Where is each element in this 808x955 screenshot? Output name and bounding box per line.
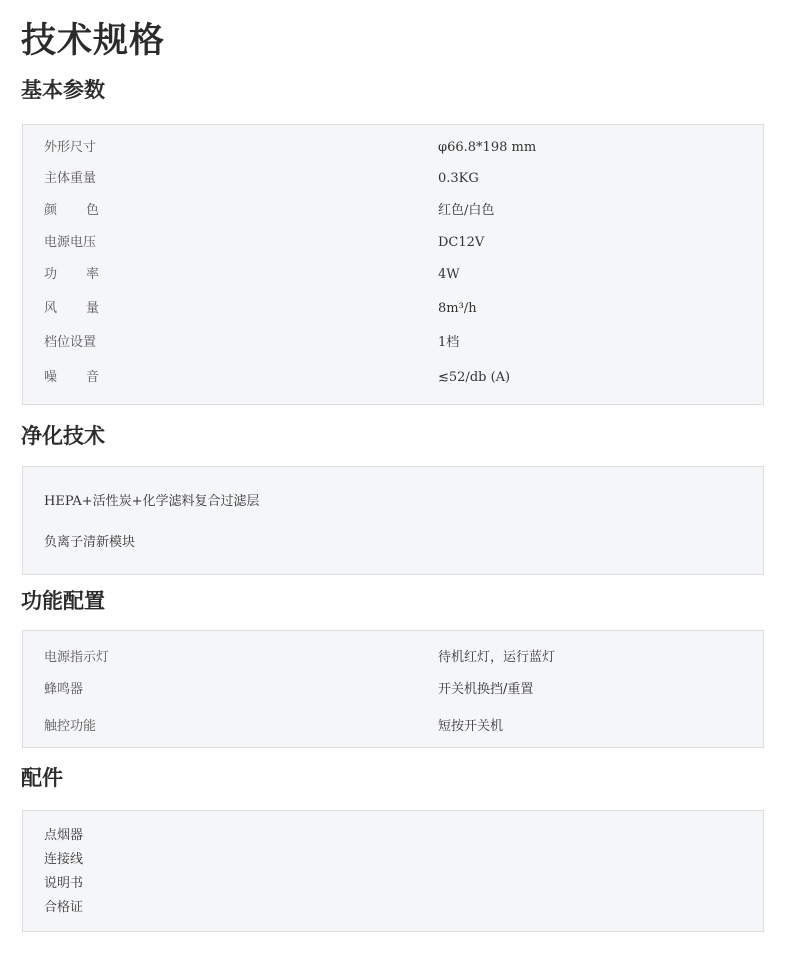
- list-item: 负离子清新模块: [44, 535, 136, 550]
- row-label: 档位设置: [44, 335, 97, 350]
- table-row: [23, 716, 763, 738]
- row-label: 主体重量: [44, 171, 97, 186]
- table-row: [23, 332, 763, 354]
- row-label: 功率: [44, 267, 129, 282]
- row-label: 风量: [44, 301, 129, 316]
- table-row: [23, 137, 763, 159]
- basic-params-table: [22, 124, 764, 405]
- list-item: 点烟器: [44, 828, 84, 843]
- row-label: 电源指示灯: [44, 650, 110, 665]
- row-value: 开关机换挡/重置: [438, 682, 534, 697]
- row-label: 颜色: [44, 203, 129, 218]
- section-heading-basic: 基本参数: [21, 78, 105, 102]
- table-row: [23, 168, 763, 190]
- accessories-box: [22, 810, 764, 932]
- row-value: 8m³/h: [438, 301, 477, 316]
- row-value: 0.3KG: [438, 171, 479, 186]
- table-row: [23, 232, 763, 254]
- table-row: [23, 647, 763, 669]
- features-table: [22, 630, 764, 748]
- row-label: 外形尺寸: [44, 140, 97, 155]
- row-value: 1档: [438, 335, 460, 350]
- row-value: 红色/白色: [438, 203, 495, 218]
- table-row: [23, 367, 763, 389]
- purify-box: [22, 466, 764, 575]
- list-item: 合格证: [44, 900, 84, 915]
- section-heading-accessories: 配件: [21, 766, 63, 790]
- row-value: φ66.8*198 mm: [438, 140, 537, 155]
- row-value: 短按开关机: [438, 719, 504, 734]
- row-label: 噪音: [44, 370, 129, 385]
- page-title: 技术规格: [21, 21, 166, 61]
- list-item: 连接线: [44, 852, 84, 867]
- table-row: [23, 679, 763, 701]
- table-row: [23, 298, 763, 320]
- row-label: 触控功能: [44, 719, 97, 734]
- table-row: [23, 264, 763, 286]
- row-label: 蜂鸣器: [44, 682, 84, 697]
- section-heading-features: 功能配置: [21, 589, 105, 613]
- row-value: ≲52/db (A): [438, 370, 511, 385]
- row-value: 待机红灯，运行蓝灯: [438, 650, 556, 665]
- row-value: DC12V: [438, 235, 485, 250]
- list-item: HEPA+活性炭+化学滤料复合过滤层: [44, 494, 260, 509]
- list-item: 说明书: [44, 876, 84, 891]
- section-heading-purify: 净化技术: [21, 424, 105, 448]
- table-row: [23, 200, 763, 222]
- row-label: 电源电压: [44, 235, 97, 250]
- row-value: 4W: [438, 267, 460, 282]
